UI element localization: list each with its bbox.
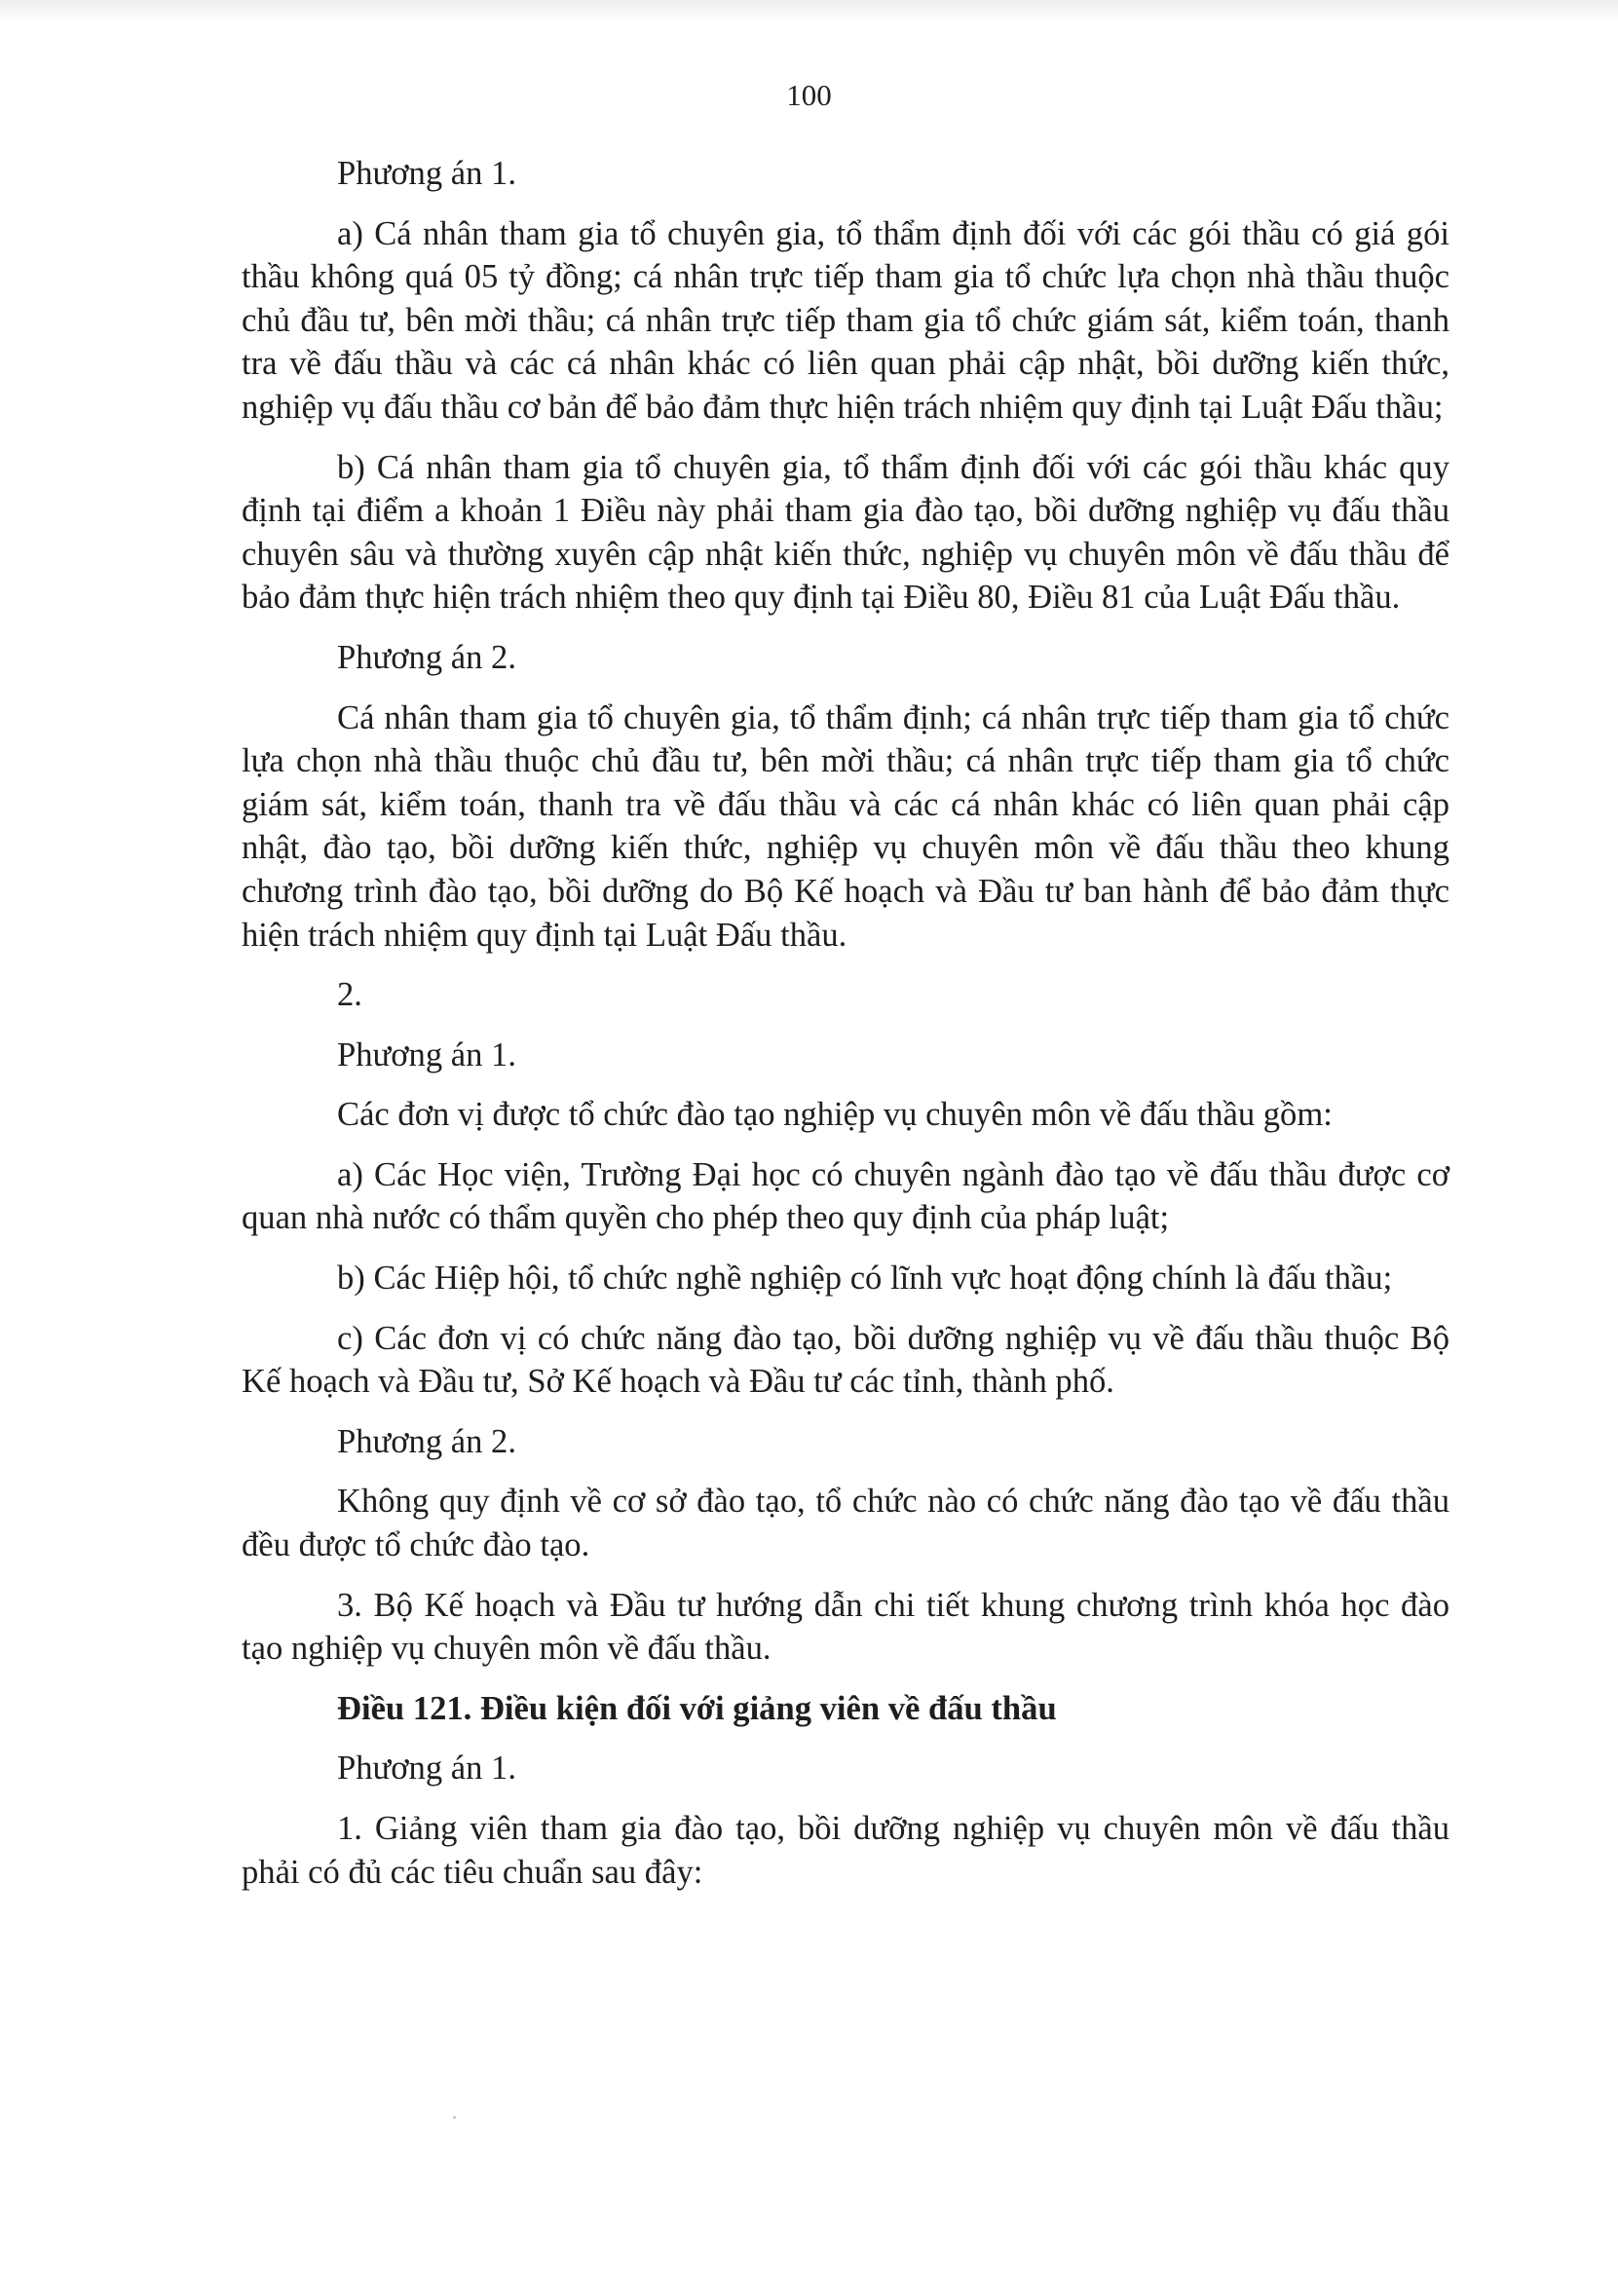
clause-number: 2. xyxy=(337,976,362,1014)
paragraph: 1. Giảng viên tham gia đào tạo, bồi dưỡng nghiệp vụ chuyên môn về đấu thầu phải có đủ các tiêu chuẩn sau đây: xyxy=(242,1810,1449,1891)
paragraph: Các đơn vị được tổ chức đào tạo nghiệp vụ chuyên môn về đấu thầu gồm: xyxy=(337,1096,1333,1134)
scan-speck xyxy=(453,2116,456,2119)
option-label: Phương án 2. xyxy=(337,1422,516,1460)
paragraph: a) Các Học viện, Trường Đại học có chuyên ngành đào tạo về đấu thầu được cơ quan nhà nước có thẩm quyền cho phép theo quy định của pháp luật; xyxy=(242,1155,1449,1237)
paragraph: Không quy định về cơ sở đào tạo, tổ chức nào có chức năng đào tạo về đấu thầu đều được tổ chức đào tạo. xyxy=(242,1483,1449,1564)
option-label: Phương án 1. xyxy=(337,155,516,192)
paragraph: b) Cá nhân tham gia tổ chuyên gia, tổ thẩm định đối với các gói thầu khác quy định tại điểm a khoản 1 Điều này phải tham gia đào tạo, bồi dưỡng nghiệp vụ đấu thầu chuyên sâu và thường xuyên cập nhật kiến thức, nghiệp vụ chuyên môn về đấu thầu để bảo đảm thực hiện trách nhiệm theo quy định tại Điều 80, Điều 81 của Luật Đấu thầu. xyxy=(242,448,1449,617)
paragraph: 3. Bộ Kế hoạch và Đầu tư hướng dẫn chi tiết khung chương trình khóa học đào tạo nghiệp vụ chuyên môn về đấu thầu. xyxy=(242,1586,1449,1668)
paragraph: Cá nhân tham gia tổ chuyên gia, tổ thẩm định; cá nhân trực tiếp tham gia tổ chức lựa chọn nhà thầu thuộc chủ đầu tư, bên mời thầu; cá nhân trực tiếp tham gia tổ chức giám sát, kiểm toán, thanh tra về đấu thầu và các cá nhân khác có liên quan phải cập nhật, đào tạo, bồi dưỡng kiến thức, nghiệp vụ chuyên môn về đấu thầu theo khung chương trình đào tạo, bồi dưỡng do Bộ Kế hoạch và Đầu tư ban hành để bảo đảm thực hiện trách nhiệm quy định tại Luật Đấu thầu. xyxy=(242,698,1449,954)
paragraph: b) Các Hiệp hội, tổ chức nghề nghiệp có lĩnh vực hoạt động chính là đấu thầu; xyxy=(337,1260,1393,1298)
article-heading: Điều 121. Điều kiện đối với giảng viên về đấu thầu xyxy=(337,1689,1057,1727)
option-label: Phương án 1. xyxy=(337,1035,516,1073)
page-top-shadow xyxy=(0,0,1618,21)
page-number: 100 xyxy=(786,78,832,112)
paragraph: a) Cá nhân tham gia tổ chuyên gia, tổ thẩm định đối với các gói thầu có giá gói thầu không quá 05 tỷ đồng; cá nhân trực tiếp tham gia tổ chức lựa chọn nhà thầu thuộc chủ đầu tư, bên mời thầu; cá nhân trực tiếp tham gia tổ chức giám sát, kiểm toán, thanh tra về đấu thầu và các cá nhân khác có liên quan phải cập nhật, bồi dưỡng kiến thức, nghiệp vụ đấu thầu cơ bản để bảo đảm thực hiện trách nhiệm quy định tại Luật Đấu thầu; xyxy=(242,214,1449,426)
option-label: Phương án 2. xyxy=(337,638,516,676)
paragraph: c) Các đơn vị có chức năng đào tạo, bồi dưỡng nghiệp vụ về đấu thầu thuộc Bộ Kế hoạch và Đầu tư, Sở Kế hoạch và Đầu tư các tỉnh, thành phố. xyxy=(242,1319,1449,1401)
option-label: Phương án 1. xyxy=(337,1750,516,1788)
document-body xyxy=(242,152,1449,1910)
